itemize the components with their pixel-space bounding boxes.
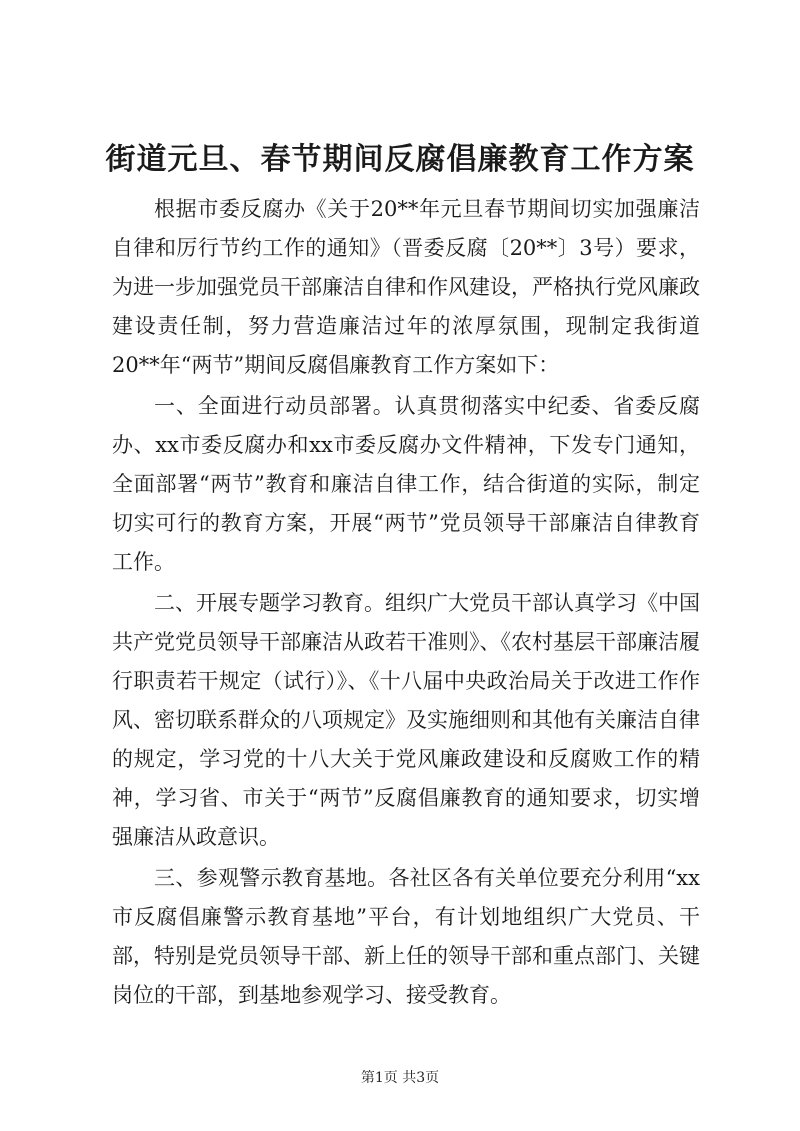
page-footer: 第1页 共3页 bbox=[360, 1070, 440, 1086]
document-title: 街道元旦、春节期间反腐倡廉教育工作方案 bbox=[105, 142, 695, 177]
paragraph-section-2: 二、开展专题学习教育。组织广大党员干部认真学习《中国共产党党员领导干部廉洁从政若干准则》、《农村基层干部廉洁履行职责若干规定（试行）》、《十八届中央政治局关于改进工作作风、密切联系群众的八项规定》及实施细则和其他有关廉洁自律的规定，学习党的十八大关于党风廉政建设和反腐败工作的精神，学习省、市关于“两节”反腐倡廉教育的通知要求，切实增强廉洁从政意识。 bbox=[112, 591, 700, 849]
document-body bbox=[112, 190, 700, 1017]
paragraph-section-3: 三、参观警示教育基地。各社区各有关单位要充分利用“xx市反腐倡廉警示教育基地”平台，有计划地组织广大党员、干部，特别是党员领导干部、新上任的领导干部和重点部门、关键岗位的干部，到基地参观学习、接受教育。 bbox=[112, 866, 700, 1007]
paragraph-section-1: 一、全面进行动员部署。认真贯彻落实中纪委、省委反腐办、xx市委反腐办和xx市委反腐办文件精神，下发专门通知，全面部署“两节”教育和廉洁自律工作，结合街道的实际，制定切实可行的教育方案，开展“两节”党员领导干部廉洁自律教育工作。 bbox=[112, 394, 700, 574]
paragraph-intro: 根据市委反腐办《关于20**年元旦春节期间切实加强廉洁自律和厉行节约工作的通知》（晋委反腐〔20**〕3号）要求，为进一步加强党员干部廉洁自律和作风建设，严格执行党风廉政建设责任制，努力营造廉洁过年的浓厚氛围，现制定我街道20**年“两节”期间反腐倡廉教育工作方案如下： bbox=[112, 197, 700, 377]
